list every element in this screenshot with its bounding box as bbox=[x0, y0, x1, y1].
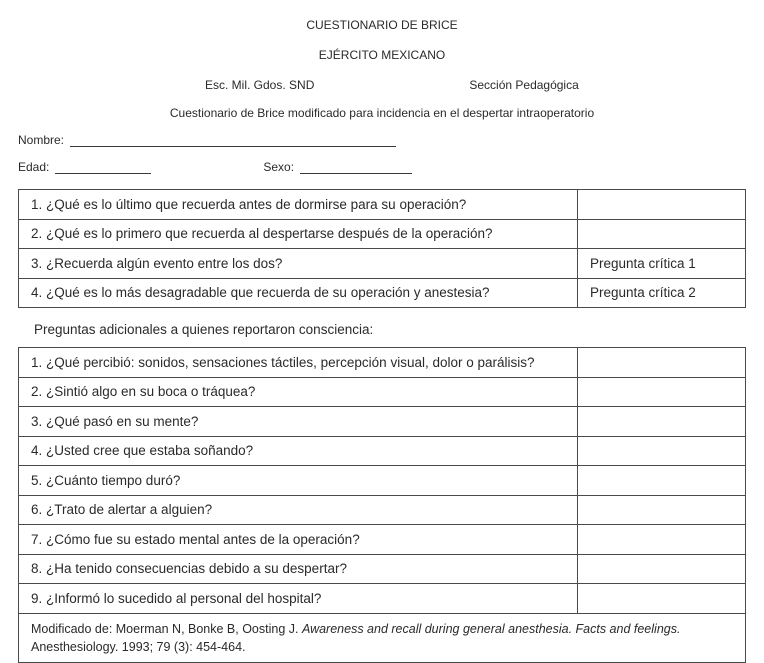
question-row bbox=[19, 190, 745, 219]
answer-cell[interactable] bbox=[577, 555, 745, 584]
age-sex-row bbox=[18, 160, 746, 174]
citation-prefix: Modificado de: Moerman N, Bonke B, Oosting J. bbox=[31, 621, 302, 636]
question-cell: 7. ¿Cómo fue su estado mental antes de la operación? bbox=[31, 531, 360, 547]
question-cell: 2. ¿Qué es lo primero que recuerda al despertarse después de la operación? bbox=[31, 226, 493, 242]
answer-cell[interactable] bbox=[577, 437, 745, 466]
question-row bbox=[19, 524, 745, 554]
question-cell: 3. ¿Recuerda algún evento entre los dos? bbox=[31, 255, 283, 271]
name-row bbox=[18, 133, 746, 147]
critical-question-note: Pregunta crítica 2 bbox=[577, 279, 745, 308]
answer-cell[interactable] bbox=[577, 407, 745, 436]
question-row bbox=[19, 377, 745, 407]
name-field[interactable] bbox=[70, 133, 396, 147]
question-row bbox=[19, 436, 745, 466]
page-title: CUESTIONARIO DE BRICE bbox=[306, 18, 458, 32]
question-row bbox=[19, 248, 745, 278]
answer-cell[interactable] bbox=[577, 220, 745, 249]
citation-title: Awareness and recall during general anesthesia. Facts and feelings. bbox=[301, 621, 681, 636]
question-row bbox=[19, 278, 745, 308]
question-row bbox=[19, 554, 745, 584]
question-cell: 1. ¿Qué es lo último que recuerda antes de dormirse para su operación? bbox=[31, 196, 467, 212]
answer-cell[interactable] bbox=[577, 496, 745, 525]
answer-cell[interactable] bbox=[577, 378, 745, 407]
question-row bbox=[19, 495, 745, 525]
age-label: Edad: bbox=[18, 160, 50, 174]
question-cell: 8. ¿Ha tenido consecuencias debido a su despertar? bbox=[31, 561, 347, 577]
question-cell: 2. ¿Sintió algo en su boca o tráquea? bbox=[31, 384, 256, 400]
sex-label: Sexo: bbox=[263, 160, 295, 174]
question-row bbox=[19, 348, 745, 377]
age-field[interactable] bbox=[55, 160, 151, 174]
citation bbox=[18, 613, 746, 663]
question-cell: 3. ¿Qué pasó en su mente? bbox=[31, 413, 199, 429]
institution-row bbox=[18, 78, 746, 92]
answer-cell[interactable] bbox=[577, 348, 745, 377]
additional-questions-table bbox=[18, 347, 746, 614]
sex-field[interactable] bbox=[300, 160, 412, 174]
answer-cell[interactable] bbox=[577, 466, 745, 495]
institution-label: Esc. Mil. Gdos. SND bbox=[205, 78, 315, 92]
question-row bbox=[19, 583, 745, 613]
citation-journal: Anesthesiology. 1993; 79 (3): 454-464. bbox=[31, 639, 246, 654]
brice-main-table bbox=[18, 189, 746, 308]
answer-cell[interactable] bbox=[577, 525, 745, 554]
name-label: Nombre: bbox=[18, 133, 65, 147]
question-row bbox=[19, 406, 745, 436]
answer-cell[interactable] bbox=[577, 584, 745, 613]
form-description: Cuestionario de Brice modificado para incidencia en el despertar intraoperatorio bbox=[169, 106, 595, 120]
question-cell: 1. ¿Qué percibió: sonidos, sensaciones táctiles, percepción visual, dolor o parálisis? bbox=[31, 354, 535, 370]
question-cell: 4. ¿Qué es lo más desagradable que recuerda de su operación y anestesia? bbox=[31, 285, 490, 301]
question-cell: 6. ¿Trato de alertar a alguien? bbox=[31, 502, 213, 518]
section-label: Sección Pedagógica bbox=[469, 78, 579, 92]
additional-questions-heading: Preguntas adicionales a quienes reportaron consciencia: bbox=[34, 321, 374, 337]
question-row bbox=[19, 219, 745, 249]
question-cell: 9. ¿Informó lo sucedido al personal del hospital? bbox=[31, 590, 322, 606]
answer-cell[interactable] bbox=[577, 190, 745, 219]
page-subtitle: EJÉRCITO MEXICANO bbox=[318, 48, 446, 62]
critical-question-note: Pregunta crítica 1 bbox=[577, 249, 745, 278]
question-row bbox=[19, 465, 745, 495]
question-cell: 4. ¿Usted cree que estaba soñando? bbox=[31, 443, 254, 459]
question-cell: 5. ¿Cuánto tiempo duró? bbox=[31, 472, 181, 488]
